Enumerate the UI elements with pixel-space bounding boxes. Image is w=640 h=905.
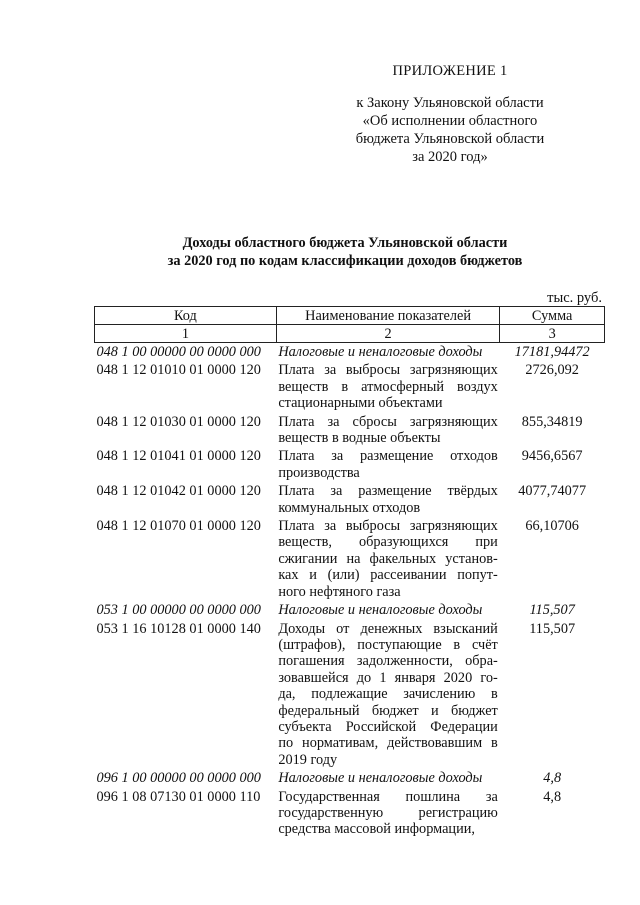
table-row	[95, 361, 605, 412]
row-name-line: федеральный бюджет и бюджет	[278, 702, 498, 719]
row-name	[276, 620, 500, 770]
row-code: 048 1 12 01010 01 0000 120	[96, 362, 261, 379]
row-name-line: стационарными объектами	[278, 395, 443, 412]
row-name-line: Плата за размещение твёрдых	[278, 483, 498, 500]
row-name-line: Государственная пошлина за	[278, 788, 498, 805]
row-name-line: Плата за выбросы загрязняющих	[278, 518, 498, 535]
appendix-title: ПРИЛОЖЕНИЕ 1	[392, 63, 508, 79]
row-name	[276, 769, 500, 787]
row-name-line: веществ, образующихся при	[278, 534, 498, 551]
row-name	[276, 413, 500, 448]
row-code: 096 1 08 07130 01 0000 110	[96, 788, 261, 805]
row-name	[276, 601, 500, 619]
row-name-line: государственную регистрацию	[278, 804, 498, 821]
row-name-line: коммунальных отходов	[278, 499, 421, 516]
row-name-line: средства массовой информации,	[278, 821, 475, 838]
row-code: 053 1 00 00000 00 0000 000	[96, 602, 261, 619]
row-name-line: веществ в атмосферный воздух	[278, 378, 498, 395]
row-name-line: да, подлежащие зачислению в	[278, 686, 498, 703]
table-row	[95, 517, 605, 601]
table-body	[95, 343, 605, 839]
row-name-line: погашения задолженности, обра-	[278, 653, 498, 670]
appendix-line: бюджета Ульяновской области	[355, 131, 545, 147]
row-sum: 66,10706	[525, 518, 579, 535]
row-sum: 115,507	[529, 602, 575, 619]
header-code: Код	[95, 307, 277, 325]
column-number: 2	[276, 325, 500, 343]
row-sum: 4077,74077	[518, 483, 587, 500]
row-name	[276, 482, 500, 517]
table-row	[95, 343, 605, 362]
appendix-block	[320, 62, 580, 166]
row-name-line: (штрафов), поступающие в счёт	[278, 636, 498, 653]
table-column-numbers-row	[95, 325, 605, 343]
row-name-line: 2019 году	[278, 751, 338, 768]
revenue-table	[94, 306, 605, 839]
row-code: 048 1 12 01030 01 0000 120	[96, 413, 261, 430]
row-name-line: Налоговые и неналоговые доходы	[278, 770, 483, 787]
units-label: тыс. руб.	[547, 290, 602, 306]
row-sum: 17181,94472	[514, 344, 590, 360]
table-row	[95, 788, 605, 839]
table-header-row	[95, 307, 605, 325]
column-number: 3	[500, 325, 605, 343]
appendix-line: за 2020 год»	[412, 149, 488, 165]
row-code: 048 1 12 01070 01 0000 120	[96, 518, 261, 535]
row-name-line: Плата за сбросы загрязняющих	[278, 413, 498, 430]
row-name-line: субъекта Российской Федерации	[278, 718, 498, 735]
header-sum: Сумма	[500, 307, 605, 325]
row-name-line: Налоговые и неналоговые доходы	[278, 602, 483, 619]
row-name-line: зовавшейся до 1 января 2020 го-	[278, 669, 498, 686]
table-row	[95, 601, 605, 619]
row-name-line: ного нефтяного газа	[278, 583, 401, 600]
header-name: Наименование показателей	[276, 307, 500, 325]
row-name	[276, 788, 500, 839]
appendix-line: «Об исполнении областного	[362, 113, 538, 129]
row-name-line: сжигании на факельных установ-	[278, 550, 498, 567]
table-row	[95, 413, 605, 448]
row-name	[276, 343, 500, 362]
document-title-line: Доходы областного бюджета Ульяновской области	[182, 235, 508, 251]
table-row	[95, 769, 605, 787]
table-row	[95, 447, 605, 482]
row-name-line: по нормативам, действовавшим в	[278, 735, 498, 752]
row-name-line: производства	[278, 464, 360, 481]
column-number: 1	[95, 325, 277, 343]
row-sum: 115,507	[529, 620, 576, 637]
row-name	[276, 447, 500, 482]
row-name	[276, 517, 500, 601]
row-name-line: Плата за размещение отходов	[278, 448, 498, 465]
row-name-line: веществ в водные объекты	[278, 430, 441, 447]
row-name-line: Плата за выбросы загрязняющих	[278, 362, 498, 379]
row-sum: 855,34819	[521, 413, 583, 430]
row-code: 048 1 00 00000 00 0000 000	[96, 344, 261, 360]
appendix-line: к Закону Ульяновской области	[356, 95, 544, 111]
table-row	[95, 620, 605, 770]
row-sum: 2726,092	[525, 362, 579, 379]
row-code: 048 1 12 01041 01 0000 120	[96, 448, 261, 465]
row-sum: 9456,6567	[521, 448, 583, 465]
row-name	[276, 361, 500, 412]
document-title-line: за 2020 год по кодам классификации доходов бюджетов	[167, 253, 523, 269]
row-name-line: Доходы от денежных взысканий	[278, 620, 498, 637]
row-code: 048 1 12 01042 01 0000 120	[96, 483, 261, 500]
table-row	[95, 482, 605, 517]
row-code: 096 1 00 00000 00 0000 000	[96, 770, 261, 787]
row-sum: 4,8	[543, 788, 562, 805]
row-name-line: ках и (или) рассеивании попут-	[278, 567, 498, 584]
document-title	[95, 234, 595, 270]
row-name-line: Налоговые и неналоговые доходы	[278, 344, 483, 360]
row-code: 053 1 16 10128 01 0000 140	[96, 620, 261, 637]
row-sum: 4,8	[543, 770, 562, 787]
